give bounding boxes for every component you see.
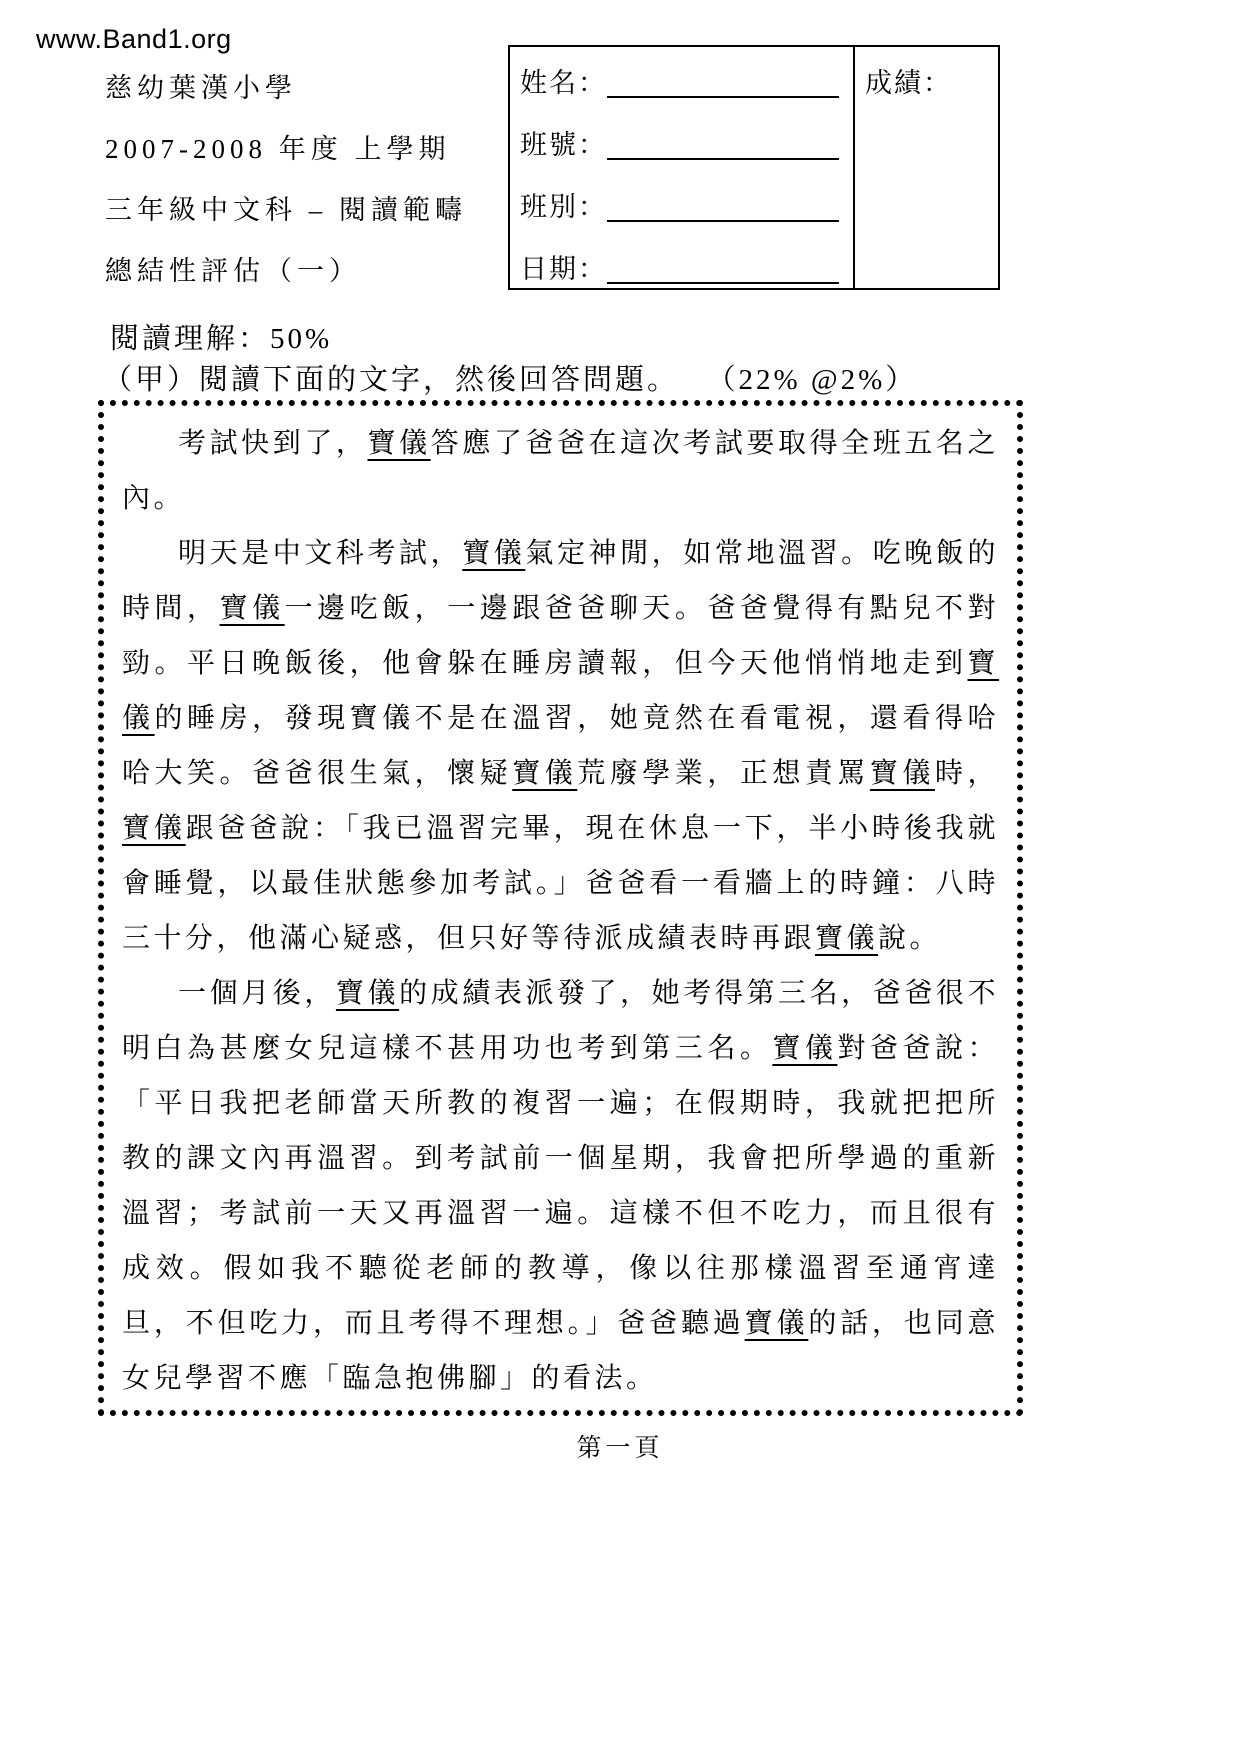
passage-text: 荒廢學業，正想責罵 (577, 758, 870, 789)
student-info-fields (510, 47, 855, 288)
section-title: 閱讀理解：50% (110, 323, 333, 355)
school-info-line: 總結性評估（一） (105, 256, 361, 286)
site-watermark: www.Band1.org (36, 24, 232, 54)
underlined-name: 寶儀 (869, 758, 935, 789)
fill-in-blank (607, 64, 839, 98)
info-field-row (520, 185, 853, 247)
passage-text: 對爸爸說：「平日我把老師當天所教的複習一遍；在假期時，我就把把所教的課文內再溫習。到考試前一個星期，我會把所學過的重新溫習；考試前一天又再溫習一遍。這樣不但不吃力，而且很有成效。假如我不聽從老師的教導，像以往那樣溫習至通宵達旦，不但吃力，而且考得不理想。」爸爸聽過 (122, 1033, 999, 1339)
passage-text: 說。 (878, 923, 942, 954)
passage-text: 答應了爸爸在這次考試要取得全班五名之內。 (122, 428, 999, 514)
fill-in-blank (607, 250, 839, 284)
field-label: 姓名： (520, 68, 607, 98)
passage-paragraph (122, 526, 999, 966)
underlined-name: 寶儀 (462, 538, 526, 569)
underlined-name: 寶儀 (772, 1033, 838, 1064)
underlined-name: 寶儀 (335, 978, 400, 1009)
underlined-name: 寶儀 (219, 593, 285, 624)
field-label: 班號： (520, 130, 607, 160)
passage-paragraph (122, 966, 999, 1406)
score-label: 成績： (865, 68, 952, 98)
passage-text: 氣定神閒，如常地溫習。吃晚飯的時間， (122, 538, 999, 624)
school-info-line: 三年級中文科 – 閱讀範疇 (105, 195, 467, 225)
student-info-box (508, 45, 1000, 290)
school-info-line: 2007-2008 年度 上學期 (105, 134, 451, 164)
score-cell (855, 47, 998, 288)
info-field-row (520, 247, 853, 309)
underlined-name: 寶儀 (122, 648, 999, 734)
passage-paragraph (122, 416, 999, 526)
passage-text: 時， (934, 758, 999, 789)
underlined-name: 寶儀 (367, 428, 431, 459)
instruction-row (103, 357, 917, 398)
field-label: 班別： (520, 192, 607, 222)
instruction-text: （甲）閱讀下面的文字，然後回答問題。 (103, 364, 680, 396)
fill-in-blank (607, 126, 839, 160)
info-field-row (520, 61, 853, 123)
passage-text: 考試快到了， (178, 428, 368, 459)
reading-passage-box (98, 400, 1023, 1416)
underlined-name: 寶儀 (122, 813, 186, 844)
underlined-name: 寶儀 (815, 923, 879, 954)
school-info-block (105, 66, 467, 310)
passage-text: 一邊吃飯，一邊跟爸爸聊天。爸爸覺得有點兒不對勁。平日晚飯後，他會躲在睡房讀報，但今天他悄悄地走到 (122, 593, 999, 679)
info-field-row (520, 123, 853, 185)
passage-text: 的成績表派發了，她考得第三名，爸爸很不明白為甚麼女兒這樣不甚用功也考到第三名。 (122, 978, 999, 1064)
marks-text: （22% @2%） (721, 364, 918, 396)
school-info-line: 慈幼葉漢小學 (105, 73, 297, 103)
passage-text: 明天是中文科考試， (178, 538, 463, 569)
underlined-name: 寶儀 (744, 1308, 809, 1339)
page-number: 第一頁 (576, 1435, 664, 1462)
passage-text: 跟爸爸說：「我已溫習完畢，現在休息一下，半小時後我就會睡覺，以最佳狀態參加考試。」爸爸看一看牆上的時鐘：八時三十分，他滿心疑惑，但只好等待派成績表時再跟 (122, 813, 999, 954)
passage-text: 的話，也同意女兒學習不應「臨急抱佛腳」的看法。 (122, 1308, 999, 1394)
fill-in-blank (607, 188, 839, 222)
passage-text: 一個月後， (178, 978, 336, 1009)
passage-text: 的睡房，發現寶儀不是在溫習，她竟然在看電視，還看得哈哈大笑。爸爸很生氣，懷疑 (122, 703, 999, 789)
field-label: 日期： (520, 254, 607, 284)
underlined-name: 寶儀 (512, 758, 578, 789)
